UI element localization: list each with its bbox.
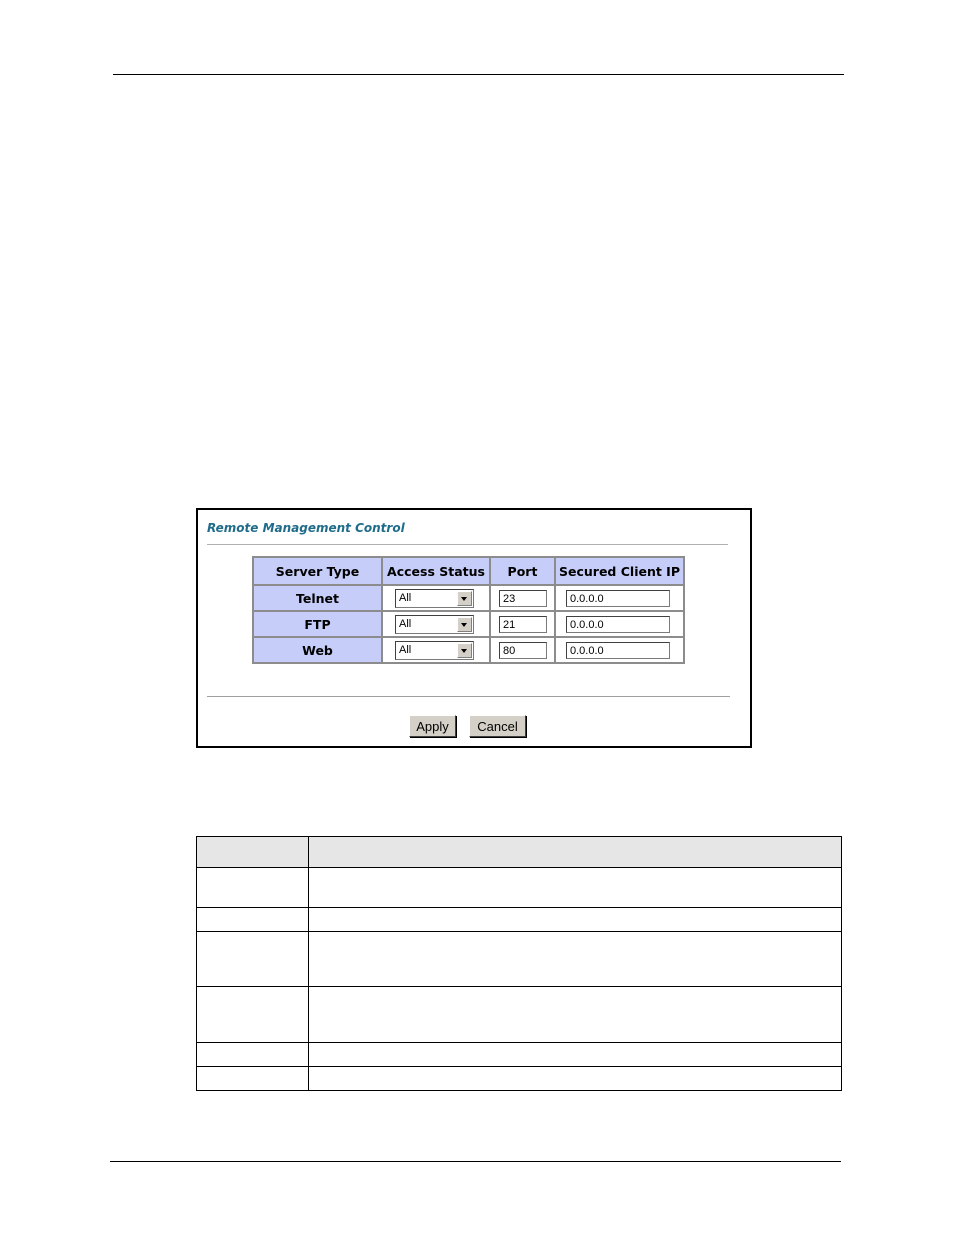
web-access-status-select[interactable] [395,641,474,660]
top-divider [113,74,844,75]
table-row-telnet [253,585,684,611]
panel-title: Remote Management Control [207,521,405,535]
table-row [197,987,842,1043]
bottom-divider [110,1161,841,1162]
ftp-port-input[interactable]: 21 [499,616,547,633]
select-value: All [399,617,412,630]
description-cell [309,987,842,1043]
table-row-ftp [253,611,684,637]
table-header-row [253,557,684,585]
col-header-port: Port [490,557,555,585]
col-header-server-type: Server Type [253,557,382,585]
label-cell [197,987,309,1043]
telnet-access-status-select[interactable] [395,589,474,608]
select-value: All [399,643,412,656]
select-value: All [399,591,412,604]
cancel-button[interactable]: Cancel [469,715,526,737]
chevron-down-icon[interactable] [457,617,472,632]
telnet-secured-ip-input[interactable]: 0.0.0.0 [566,590,670,607]
apply-button[interactable]: Apply [409,715,456,737]
button-separator [207,696,730,697]
remote-management-table [252,556,685,664]
description-cell [309,932,842,987]
server-type-ftp: FTP [253,611,382,637]
telnet-port-input[interactable]: 23 [499,590,547,607]
desc-header-description-cell [309,837,842,868]
chevron-down-icon[interactable] [457,643,472,658]
description-cell [309,908,842,932]
web-secured-ip-input[interactable]: 0.0.0.0 [566,642,670,659]
table-row [197,868,842,908]
table-row [197,1067,842,1091]
field-description-table [196,836,842,1091]
label-cell [197,1067,309,1091]
desc-header-label-cell [197,837,309,868]
table-row [197,908,842,932]
label-cell [197,1043,309,1067]
label-cell [197,908,309,932]
col-header-access-status: Access Status [382,557,490,585]
table-row [197,1043,842,1067]
table-row-web [253,637,684,663]
server-type-web: Web [253,637,382,663]
remote-management-screenshot [196,508,752,748]
chevron-down-icon[interactable] [457,591,472,606]
label-cell [197,868,309,908]
label-cell [197,932,309,987]
web-port-input[interactable]: 80 [499,642,547,659]
ftp-secured-ip-input[interactable]: 0.0.0.0 [566,616,670,633]
title-separator [207,544,728,545]
description-cell [309,1043,842,1067]
col-header-secured-client-ip: Secured Client IP [555,557,684,585]
ftp-access-status-select[interactable] [395,615,474,634]
description-cell [309,868,842,908]
server-type-telnet: Telnet [253,585,382,611]
desc-header-row [197,837,842,868]
description-cell [309,1067,842,1091]
table-row [197,932,842,987]
